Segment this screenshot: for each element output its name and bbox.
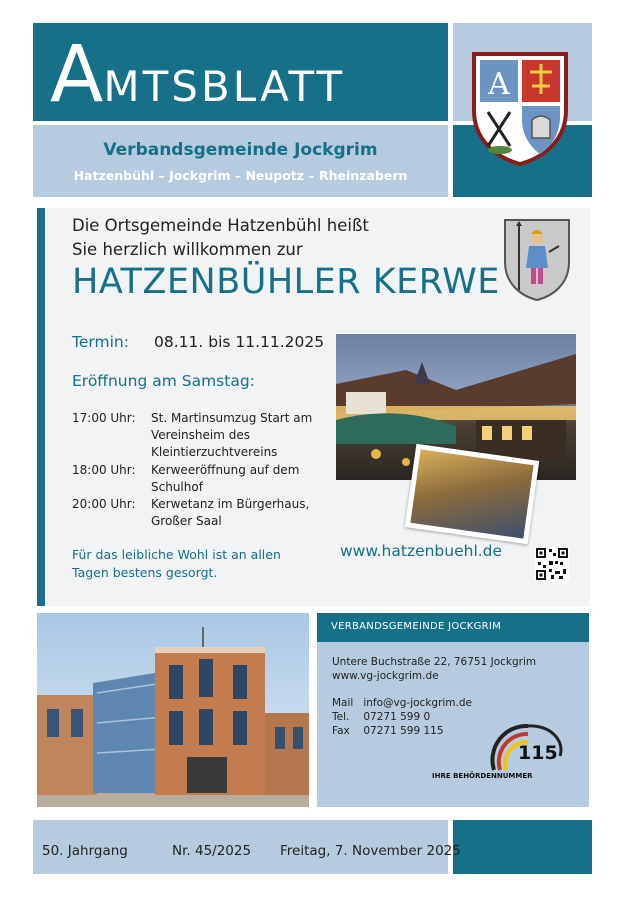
masthead-title-initial: A — [50, 30, 104, 120]
issue-number: Nr. 45/2025 — [172, 843, 252, 859]
footer-accent — [453, 820, 592, 874]
schedule-text-1: St. Martinsumzug Start am Vereinsheim des Kleintierzuchtvereins — [151, 411, 313, 459]
termin-dates: 08.11. bis 11.11.2025 — [154, 333, 325, 351]
masthead-title-rest: MTSBLATT — [103, 62, 346, 111]
subtitle-band — [33, 125, 448, 197]
schedule-time-2: 18:00 Uhr: — [72, 463, 136, 477]
fair-photo-inset-image — [410, 449, 533, 538]
behoerdennummer-emblem — [432, 712, 572, 786]
behoerdennummer-caption: IHRE BEHÖRDENNUMMER — [432, 772, 533, 780]
volume-number: 50. Jahrgang — [42, 843, 128, 859]
town-hall-photo — [37, 613, 309, 807]
hatzenbuehl-coat-of-arms-icon — [503, 218, 571, 302]
behoerdennummer-number: 115 — [518, 742, 558, 764]
tel-label: Tel. — [332, 711, 350, 723]
issue-date: Freitag, 7. November 2025 — [280, 843, 461, 859]
fair-photo-inset — [405, 444, 539, 544]
schedule-time-3: 20:00 Uhr: — [72, 497, 136, 511]
contact-web[interactable]: www.vg-jockgrim.de — [332, 670, 439, 682]
member-places: Hatzenbühl – Jockgrim – Neupotz – Rheinzabern — [73, 168, 408, 183]
food-note: Für das leibliche Wohl ist an allen Tagen bestens gesorgt. — [72, 547, 281, 580]
contact-heading: VERBANDSGEMEINDE JOCKGRIM — [331, 621, 502, 632]
schedule-text-3: Kerwetanz im Bürgerhaus, Großer Saal — [151, 497, 310, 528]
contact-address: Untere Buchstraße 22, 76751 Jockgrim — [332, 656, 537, 668]
svg-text:A: A — [488, 67, 510, 102]
qr-code-icon[interactable] — [535, 547, 569, 581]
tel-value: 07271 599 0 — [363, 711, 431, 723]
schedule-time-1: 17:00 Uhr: — [72, 411, 136, 425]
website-link[interactable]: www.hatzenbuehl.de — [340, 542, 503, 560]
welcome-text — [72, 214, 472, 262]
feature-accent-bar — [37, 208, 45, 606]
fax-value: 07271 599 115 — [363, 725, 444, 737]
jockgrim-coat-of-arms-icon — [470, 50, 570, 166]
mail-label: Mail — [332, 697, 354, 709]
organisation-name: Verbandsgemeinde Jockgrim — [103, 140, 378, 160]
fax-label: Fax — [332, 725, 350, 737]
welcome-line-1: Die Ortsgemeinde Hatzenbühl heißt — [72, 216, 369, 235]
contact-tel-row — [332, 711, 430, 723]
mail-value[interactable]: info@vg-jockgrim.de — [363, 697, 472, 709]
opening-heading: Eröffnung am Samstag: — [72, 372, 255, 390]
termin-label: Termin: — [72, 333, 129, 351]
masthead-title — [50, 30, 445, 132]
town-hall-graphic — [37, 613, 309, 807]
contact-mail-row — [332, 697, 472, 709]
welcome-line-2: Sie herzlich willkommen zur — [72, 240, 303, 259]
event-title: HATZENBÜHLER KERWE — [72, 262, 500, 302]
schedule-text-2: Kerweeröffnung auf dem Schulhof — [151, 463, 300, 494]
contact-fax-row — [332, 725, 444, 737]
